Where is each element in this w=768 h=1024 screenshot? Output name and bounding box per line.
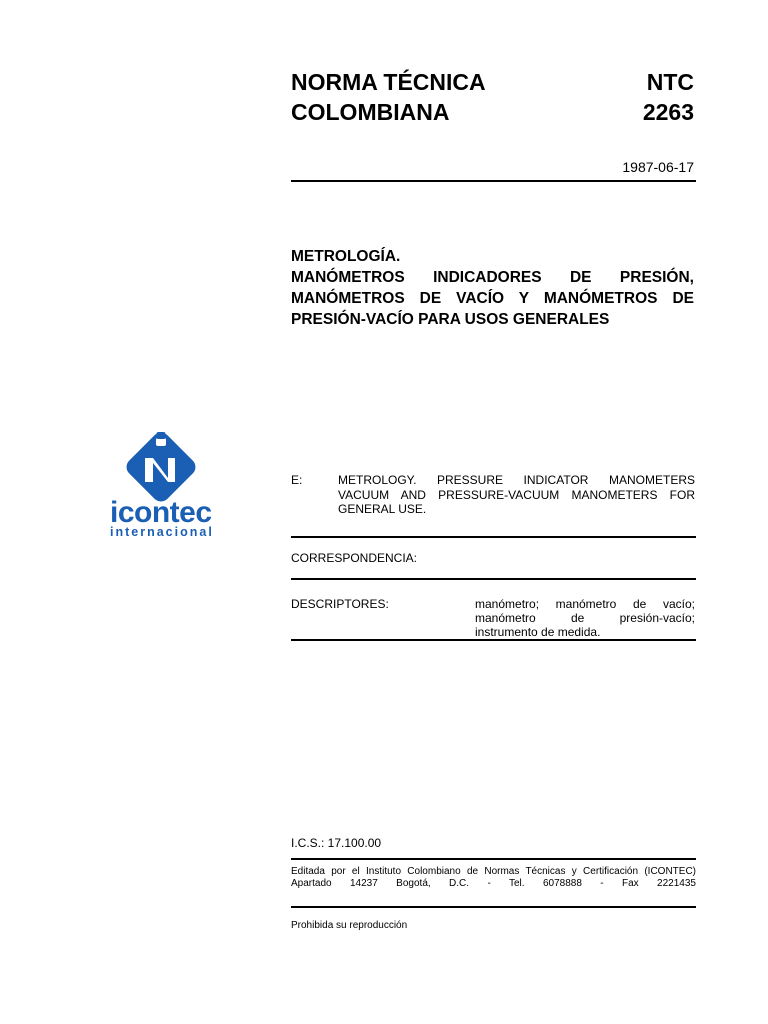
title-line-2: COLOMBIANA <box>291 99 450 125</box>
descriptors-label: DESCRIPTORES: <box>291 597 389 611</box>
subject-line-3: MANÓMETROS DE VACÍO Y MANÓMETROS DE <box>291 290 694 307</box>
english-line-1: METROLOGY. PRESSURE INDICATOR MANOMETERS <box>338 473 695 487</box>
english-line-3: GENERAL USE. <box>338 502 427 516</box>
descriptors-divider <box>291 639 696 641</box>
header-divider <box>291 180 696 182</box>
code-line-2: 2263 <box>642 99 694 125</box>
descriptors-line-2: manómetro de presión-vacío; <box>475 611 695 625</box>
english-line-2: VACUUM AND PRESSURE-VACUUM MANOMETERS FOR <box>338 487 695 502</box>
descriptors-line-3: instrumento de medida. <box>475 625 601 639</box>
standard-subject <box>291 246 694 330</box>
subject-line-2: MANÓMETROS INDICADORES DE PRESIÓN, <box>291 269 694 286</box>
subject-line-4: PRESIÓN-VACÍO PARA USOS GENERALES <box>291 311 610 328</box>
correspondence-divider <box>291 578 696 580</box>
correspondence-label: CORRESPONDENCIA: <box>291 551 418 565</box>
logo-subtitle: internacional <box>110 525 214 539</box>
publisher-divider <box>291 906 696 908</box>
standard-code <box>643 67 694 127</box>
subject-line-1: METROLOGÍA. <box>291 248 401 265</box>
descriptors-list <box>475 597 695 639</box>
descriptors-line-1: manómetro; manómetro de vacío; <box>475 597 695 611</box>
publisher-line-2: Apartado 14237 Bogotá, D.C. - Tel. 6078888 - Fax 2221435 <box>291 878 696 889</box>
logo-wordmark: icontec <box>110 496 212 529</box>
ics-divider <box>291 858 696 860</box>
reproduction-notice: Prohibida su reproducción <box>291 920 408 931</box>
publisher-info <box>291 866 696 890</box>
english-title <box>338 473 695 517</box>
english-label: E: <box>291 473 303 487</box>
publisher-line-1: Editada por el Instituto Colombiano de Normas Técnicas y Certificación (ICONTEC) <box>291 866 696 877</box>
ics-code: I.C.S.: 17.100.00 <box>291 836 382 850</box>
title-line-1: NORMA TÉCNICA <box>291 69 486 95</box>
publication-date: 1987-06-17 <box>622 159 694 175</box>
standard-title <box>291 67 486 127</box>
code-line-1: NTC <box>646 69 694 95</box>
english-divider <box>291 536 696 538</box>
